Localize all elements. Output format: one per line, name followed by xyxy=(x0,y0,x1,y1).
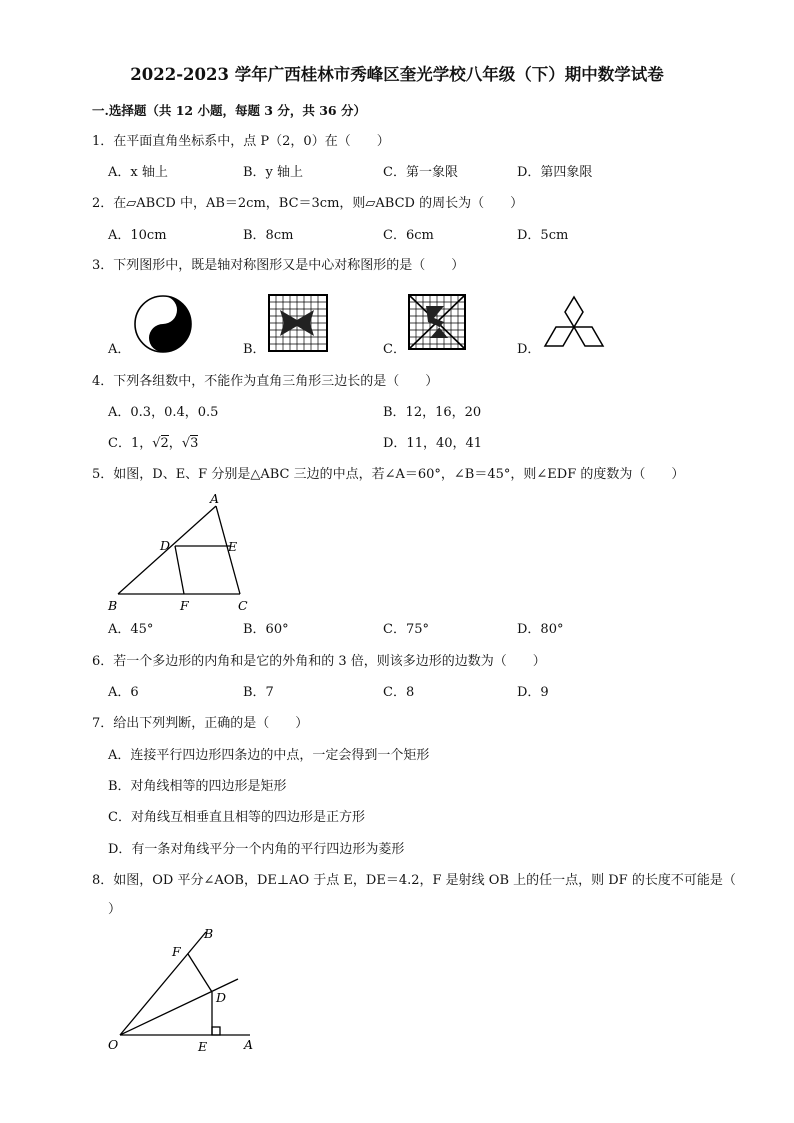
question-7-option-b: B．对角线相等的四边形是矩形 xyxy=(108,779,287,794)
question-8-stem-close: ） xyxy=(108,902,122,917)
sqrt-sign-icon: √ xyxy=(152,436,161,451)
question-7-stem: 7．给出下列判断，正确的是（ ） xyxy=(92,716,309,731)
question-6-option-d: D．9 xyxy=(517,685,549,700)
option-c-prefix: C．1， xyxy=(108,436,153,451)
radicand-2: 3 xyxy=(190,436,199,451)
yin-yang-figure xyxy=(133,294,193,354)
question-1-stem: 1．在平面直角坐标系中，点 P（2，0）在（ ） xyxy=(92,134,390,149)
question-3-option-a: A． xyxy=(108,342,131,357)
point-label-o: O xyxy=(108,1037,119,1052)
question-3-option-d: D． xyxy=(517,342,541,357)
question-5-stem: 5．如图，D、E、F 分别是△ABC 三边的中点，若∠A＝60°，∠B＝45°，则∠EDF 的度数为（ ） xyxy=(92,467,685,482)
question-2-option-a: A．10cm xyxy=(108,228,167,243)
question-5-option-d: D．80° xyxy=(517,622,564,637)
point-label-d: D xyxy=(160,538,171,553)
question-1-option-c: C．第一象限 xyxy=(383,165,458,180)
question-4-option-d: D．11，40，41 xyxy=(383,436,483,451)
question-3-option-c: C． xyxy=(383,342,406,357)
angle-bisector-figure xyxy=(104,922,264,1054)
vertex-label-b: B xyxy=(108,598,118,613)
question-7-option-d: D．有一条对角线平分一个内角的平行四边形为菱形 xyxy=(108,842,405,857)
point-label-d: D xyxy=(216,990,227,1005)
question-6-stem: 6．若一个多边形的内角和是它的外角和的 3 倍，则该多边形的边数为（ ） xyxy=(92,654,546,669)
question-1-option-d: D．第四象限 xyxy=(517,165,593,180)
point-label-f: F xyxy=(180,598,189,613)
section-heading: 一.选择题（共 12 小题，每题 3 分，共 36 分） xyxy=(92,103,366,118)
exam-title: 2022-2023 学年广西桂林市秀峰区奎光学校八年级（下）期中数学试卷 xyxy=(130,65,664,84)
question-2-option-d: D．5cm xyxy=(517,228,569,243)
question-8-stem: 8．如图，OD 平分∠AOB，DE⊥AO 于点 E，DE＝4.2，F 是射线 OB 上的任一点，则 DF 的长度不可能是（ xyxy=(92,873,736,888)
point-label-e: E xyxy=(198,1039,208,1054)
point-label-e: E xyxy=(228,539,238,554)
question-2-stem: 2．在▱ABCD 中，AB＝2cm，BC＝3cm，则▱ABCD 的周长为（ ） xyxy=(92,196,524,211)
radicand-1: 2 xyxy=(160,436,169,451)
question-6-option-b: B．7 xyxy=(243,685,274,700)
vertex-label-c: C xyxy=(238,598,248,613)
question-5-option-b: B．60° xyxy=(243,622,289,637)
grid-cross-figure xyxy=(408,294,466,350)
vertex-label-a: A xyxy=(210,491,220,506)
question-2-option-c: C．6cm xyxy=(383,228,434,243)
triangle-midpoint-figure xyxy=(104,490,264,616)
question-7-option-c: C．对角线互相垂直且相等的四边形是正方形 xyxy=(108,810,365,825)
question-1-option-b: B．y 轴上 xyxy=(243,165,304,180)
grid-bow-figure xyxy=(268,294,328,352)
question-6-option-a: A．6 xyxy=(108,685,139,700)
question-2-option-b: B．8cm xyxy=(243,228,294,243)
question-5-option-c: C．75° xyxy=(383,622,429,637)
question-4-option-c xyxy=(108,436,198,452)
question-7-option-a: A．连接平行四边形四条边的中点，一定会得到一个矩形 xyxy=(108,748,430,763)
question-4-option-b: B．12，16，20 xyxy=(383,405,482,420)
question-5-option-a: A．45° xyxy=(108,622,154,637)
point-label-a: A xyxy=(244,1037,254,1052)
question-3-option-b: B． xyxy=(243,342,266,357)
option-c-separator: ， xyxy=(168,436,182,451)
question-4-stem: 4．下列各组数中，不能作为直角三角形三边长的是（ ） xyxy=(92,374,439,389)
question-6-option-c: C．8 xyxy=(383,685,415,700)
three-rhombi-figure xyxy=(541,294,607,352)
question-1-option-a: A．x 轴上 xyxy=(108,165,168,180)
sqrt-sign-icon: √ xyxy=(181,436,191,451)
point-label-f: F xyxy=(172,944,181,959)
question-4-option-a: A．0.3，0.4，0.5 xyxy=(108,405,219,420)
point-label-b: B xyxy=(204,926,214,941)
question-3-stem: 3．下列图形中，既是轴对称图形又是中心对称图形的是（ ） xyxy=(92,258,465,273)
